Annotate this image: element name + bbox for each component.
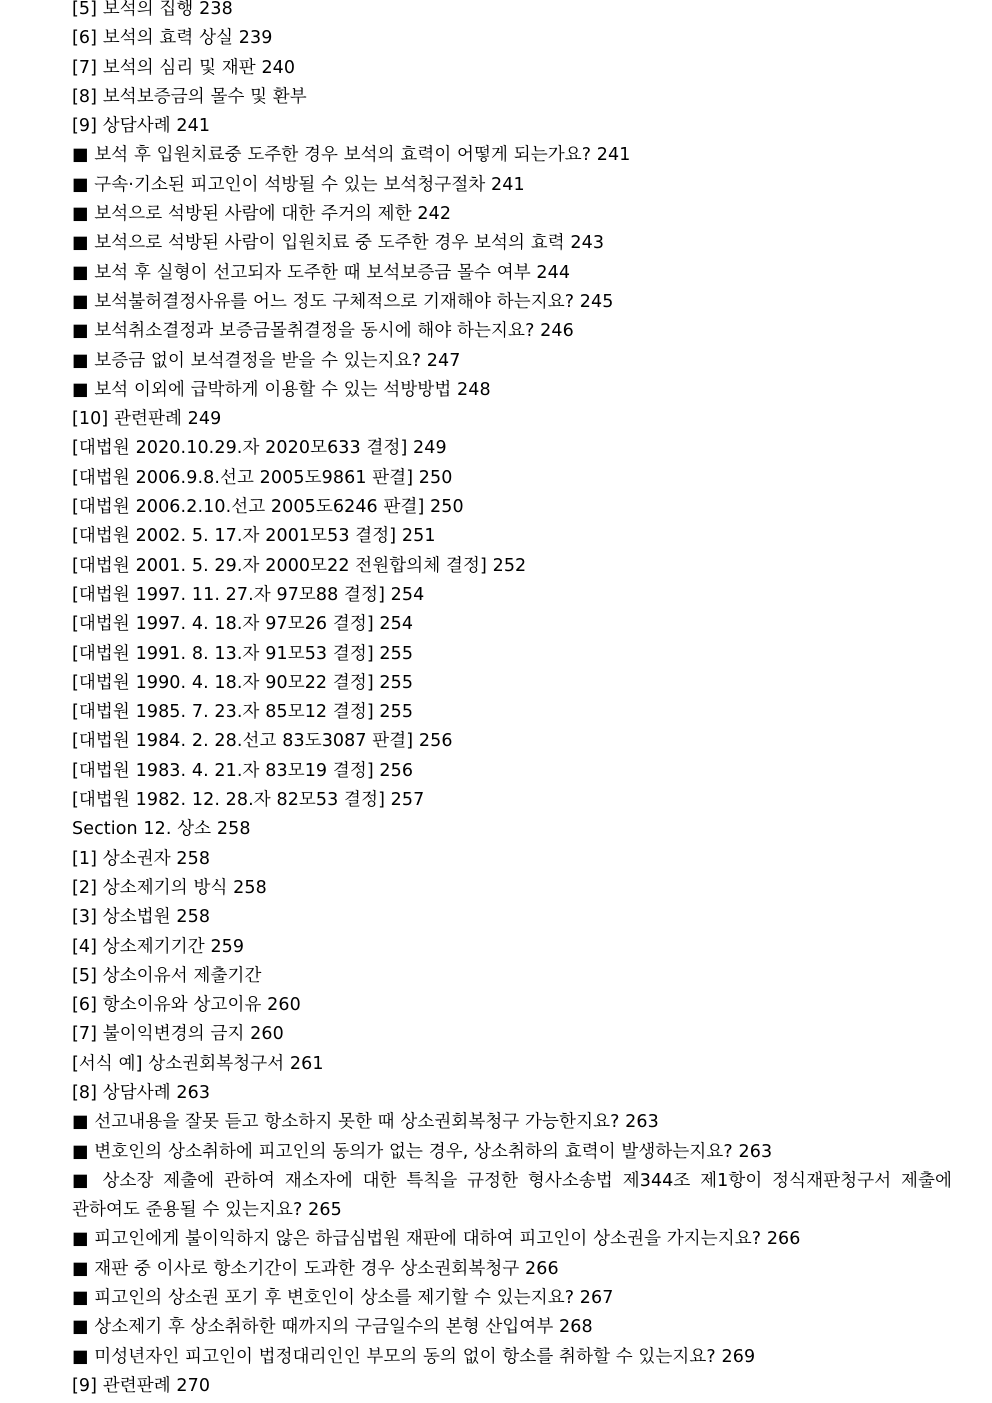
toc-question-item: ■ 보석불허결정사유를 어느 정도 구체적으로 기재해야 하는지요? 245 [72, 291, 614, 312]
toc-precedent-item: [대법원 2006.9.8.선고 2005도9861 판결] 250 [72, 467, 453, 488]
toc-precedent-item: [대법원 1997. 4. 18.자 97모26 결정] 254 [72, 614, 414, 635]
toc-question-item: ■ 보석취소결정과 보증금몰취결정을 동시에 해야 하는지요? 246 [72, 321, 574, 342]
toc-entry-bail-case-studies: [9] 상담사례 241 [72, 116, 211, 137]
toc-precedent-item: [대법원 1985. 7. 23.자 85모12 결정] 255 [72, 702, 414, 723]
toc-precedent-item: [대법원 2006.2.10.선고 2005도6246 판결] 250 [72, 497, 464, 518]
toc-entry-form-example: [서식 예] 상소권회복청구서 261 [72, 1053, 324, 1074]
toc-question-item: ■ 보석 이외에 급박하게 이용할 수 있는 석방방법 248 [72, 379, 491, 400]
toc-precedent-item: [대법원 2001. 5. 29.자 2000모22 전원합의체 결정] 252 [72, 555, 527, 576]
toc-precedent-item: [대법원 1990. 4. 18.자 90모22 결정] 255 [72, 672, 414, 693]
toc-precedent-item: [대법원 1991. 8. 13.자 91모53 결정] 255 [72, 643, 414, 664]
toc-entry-bail-deposit-forfeiture: [8] 보석보증금의 몰수 및 환부 [72, 86, 307, 107]
toc-entry-appeal-filing-method: [2] 상소제기의 방식 258 [72, 877, 267, 898]
toc-precedent-item: [대법원 1997. 11. 27.자 97모88 결정] 254 [72, 584, 425, 605]
toc-question-item: ■ 보석으로 석방된 사람이 입원치료 중 도주한 경우 보석의 효력 243 [72, 233, 605, 254]
toc-entry-prohibition-adverse-change: [7] 불이익변경의 금지 260 [72, 1024, 284, 1045]
toc-entry-appeal-right-holder: [1] 상소권자 258 [72, 848, 211, 869]
toc-precedent-item: [대법원 1983. 4. 21.자 83모19 결정] 256 [72, 760, 414, 781]
toc-question-item: ■ 상소제기 후 상소취하한 때까지의 구금일수의 본형 산입여부 268 [72, 1317, 593, 1338]
toc-question-item: ■ 보석 후 입원치료중 도주한 경우 보석의 효력이 어떻게 되는가요? 241 [72, 145, 631, 166]
toc-entry-appeal-related-precedents: [9] 관련판례 270 [72, 1375, 211, 1396]
toc-entry-bail-hearing: [7] 보석의 심리 및 재판 240 [72, 57, 296, 78]
toc-question-item: ■ 보증금 없이 보석결정을 받을 수 있는지요? 247 [72, 350, 461, 371]
toc-question-item: ■ 재판 중 이사로 항소기간이 도과한 경우 상소권회복청구 266 [72, 1258, 559, 1279]
toc-question-item: ■ 구속·기소된 피고인이 석방될 수 있는 보석청구절차 241 [72, 174, 525, 195]
toc-question-item: ■ 상소장 제출에 관하여 재소자에 대한 특칙을 규정한 형사소송법 제344조 제1항이 정식재판청구서 제출에 관하여도 준용될 수 있는지요? 265 [72, 1170, 952, 1221]
toc-question-item: ■ 피고인의 상소권 포기 후 변호인이 상소를 제기할 수 있는지요? 267 [72, 1288, 614, 1309]
toc-question-item: ■ 보석으로 석방된 사람에 대한 주거의 제한 242 [72, 204, 452, 225]
toc-precedent-item: [대법원 1982. 12. 28.자 82모53 결정] 257 [72, 790, 425, 811]
toc-entry-bail-related-precedents: [10] 관련판례 249 [72, 409, 222, 430]
toc-entry-appeal-period: [4] 상소제기기간 259 [72, 936, 245, 957]
toc-entry-appeal-court: [3] 상소법원 258 [72, 907, 211, 928]
toc-question-item: ■ 피고인에게 불이익하지 않은 하급심법원 재판에 대하여 피고인이 상소권을 가지는지요? 266 [72, 1229, 801, 1250]
toc-entry-appeal-brief-deadline: [5] 상소이유서 제출기간 [72, 965, 262, 986]
toc-question-item: ■ 선고내용을 잘못 듣고 항소하지 못한 때 상소권회복청구 가능한지요? 263 [72, 1112, 659, 1133]
toc-entry-appeal-grounds: [6] 항소이유와 상고이유 260 [72, 995, 301, 1016]
toc-entry-bail-loss-of-effect: [6] 보석의 효력 상실 239 [72, 28, 273, 49]
toc-precedent-item: [대법원 1984. 2. 28.선고 83도3087 판결] 256 [72, 731, 453, 752]
toc-precedent-item: [대법원 2020.10.29.자 2020모633 결정] 249 [72, 438, 447, 459]
toc-question-item: ■ 변호인의 상소취하에 피고인의 동의가 없는 경우, 상소취하의 효력이 발생하는지요? 263 [72, 1141, 773, 1162]
table-of-contents [72, 0, 952, 1401]
toc-question-item: ■ 미성년자인 피고인이 법정대리인인 부모의 동의 없이 항소를 취하할 수 있는지요? 269 [72, 1346, 756, 1367]
toc-entry-appeal-case-studies: [8] 상담사례 263 [72, 1082, 211, 1103]
toc-section-heading-appeal: Section 12. 상소 258 [72, 819, 251, 840]
toc-question-item: ■ 보석 후 실형이 선고되자 도주한 때 보석보증금 몰수 여부 244 [72, 262, 571, 283]
toc-entry-bail-execution: [5] 보석의 집행 238 [72, 0, 233, 19]
toc-precedent-item: [대법원 2002. 5. 17.자 2001모53 결정] 251 [72, 526, 436, 547]
